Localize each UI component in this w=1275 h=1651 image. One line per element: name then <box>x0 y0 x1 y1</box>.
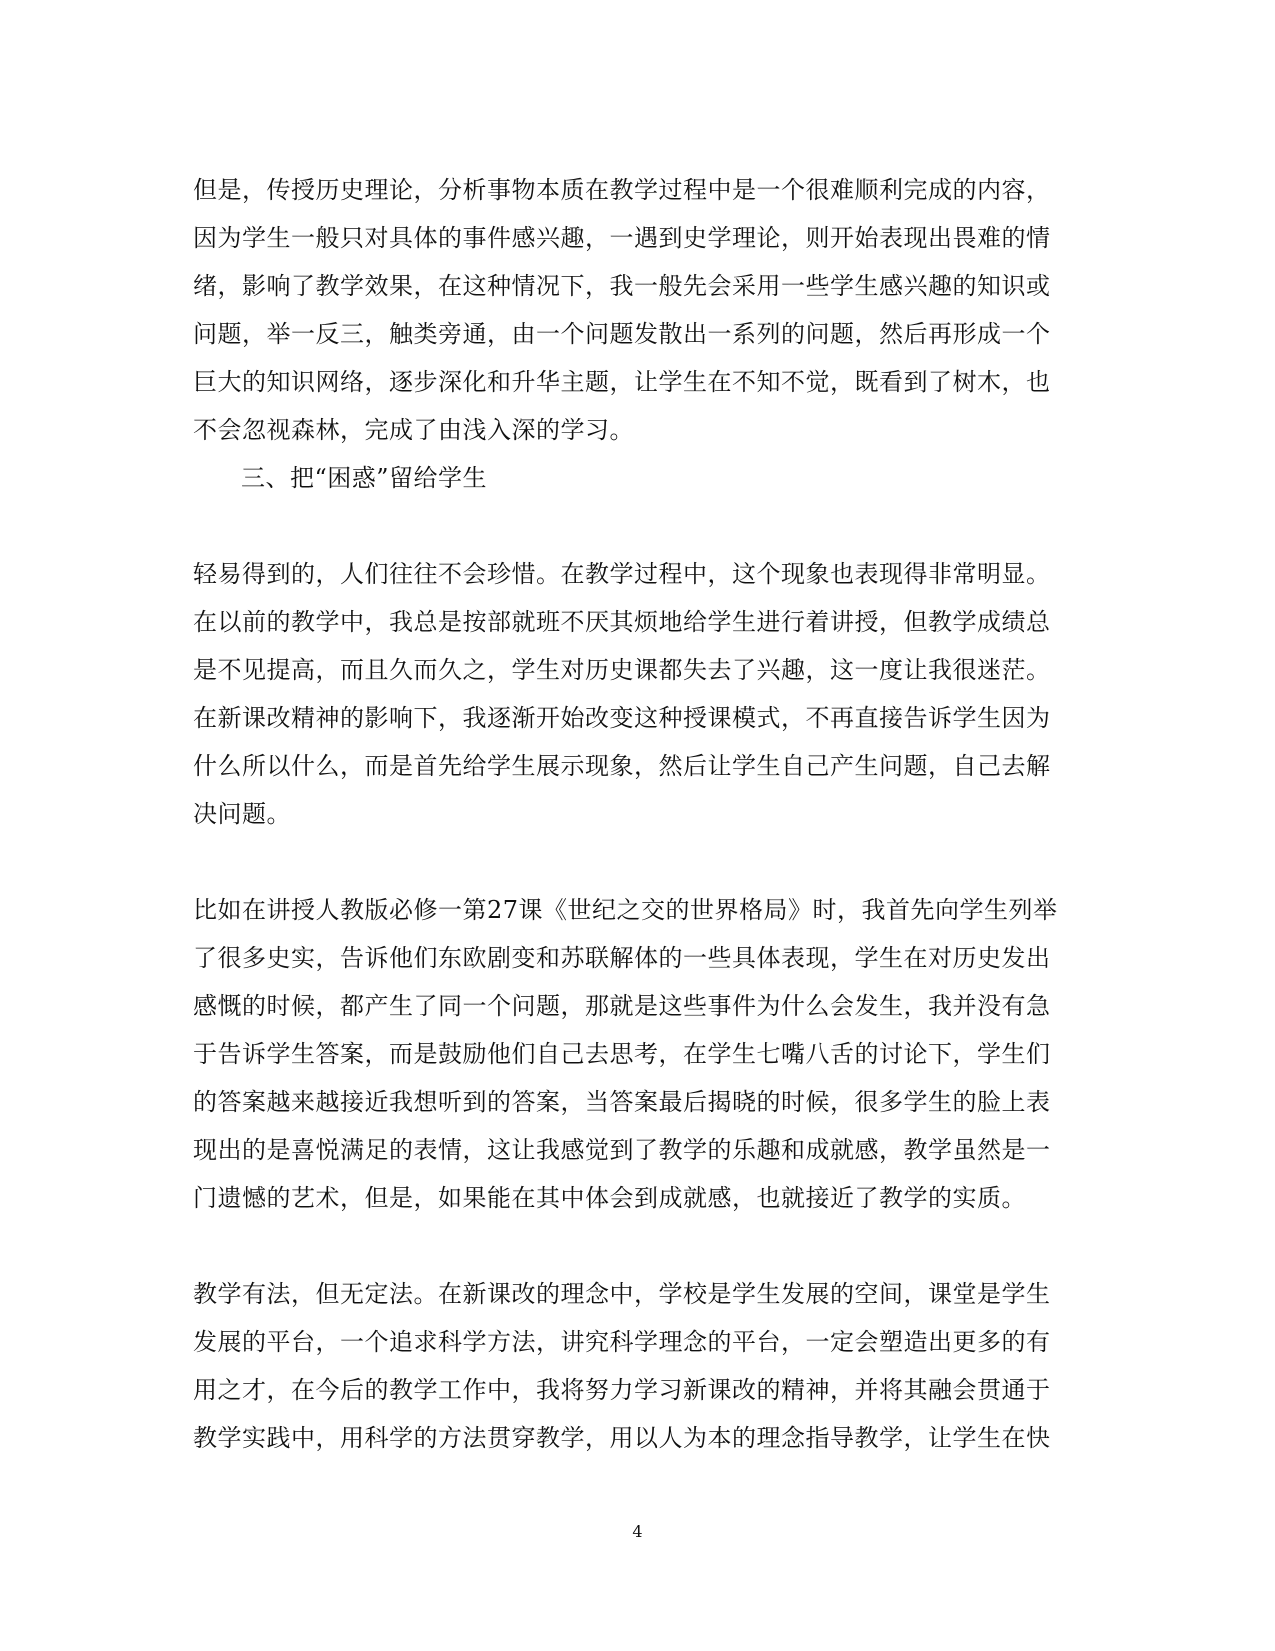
text-line: 轻易得到的，人们往往不会珍惜。在教学过程中，这个现象也表现得非常明显。 <box>193 560 1051 588</box>
text-line: 教学实践中，用科学的方法贯穿教学，用以人为本的理念指导教学，让学生在快 <box>193 1424 1051 1452</box>
text-line: 发展的平台，一个追求科学方法，讲究科学理念的平台，一定会塑造出更多的有 <box>193 1328 1051 1356</box>
section-heading: 三、把“困惑”留给学生 <box>241 464 488 492</box>
text-line: 在新课改精神的影响下，我逐渐开始改变这种授课模式，不再直接告诉学生因为 <box>193 704 1051 732</box>
page-number: 4 <box>632 1522 643 1541</box>
text-line: 在以前的教学中，我总是按部就班不厌其烦地给学生进行着讲授，但教学成绩总 <box>193 608 1051 636</box>
text-line: 决问题。 <box>193 800 291 828</box>
body-text <box>193 166 1073 1462</box>
paragraph <box>193 886 1073 1222</box>
text-line: 教学有法，但无定法。在新课改的理念中，学校是学生发展的空间，课堂是学生 <box>193 1280 1051 1308</box>
text-line: 于告诉学生答案，而是鼓励他们自己去思考，在学生七嘴八舌的讨论下，学生们 <box>193 1040 1051 1068</box>
text-line: 但是，传授历史理论，分析事物本质在教学过程中是一个很难顺利完成的内容， <box>193 176 1051 204</box>
text-line: 门遗憾的艺术，但是，如果能在其中体会到成就感，也就接近了教学的实质。 <box>193 1184 1026 1212</box>
paragraph-gap <box>193 1222 1073 1270</box>
paragraph-gap <box>193 502 1073 550</box>
text-line: 用之才，在今后的教学工作中，我将努力学习新课改的精神，并将其融会贯通于 <box>193 1376 1051 1404</box>
text-line: 现出的是喜悦满足的表情，这让我感觉到了教学的乐趣和成就感，教学虽然是一 <box>193 1136 1051 1164</box>
text-line: 的答案越来越接近我想听到的答案，当答案最后揭晓的时候，很多学生的脸上表 <box>193 1088 1051 1116</box>
text-line: 不会忽视森林，完成了由浅入深的学习。 <box>193 416 634 444</box>
text-line: 巨大的知识网络，逐步深化和升华主题，让学生在不知不觉，既看到了树木，也 <box>193 368 1051 396</box>
text-line: 因为学生一般只对具体的事件感兴趣，一遇到史学理论，则开始表现出畏难的情 <box>193 224 1051 252</box>
text-line: 绪，影响了教学效果，在这种情况下，我一般先会采用一些学生感兴趣的知识或 <box>193 272 1051 300</box>
text-line: 是不见提高，而且久而久之，学生对历史课都失去了兴趣，这一度让我很迷茫。 <box>193 656 1051 684</box>
text-line: 比如在讲授人教版必修一第27课《世纪之交的世界格局》时，我首先向学生列举 <box>193 896 1058 924</box>
text-line: 问题，举一反三，触类旁通，由一个问题发散出一系列的问题，然后再形成一个 <box>193 320 1051 348</box>
text-line: 感慨的时候，都产生了同一个问题，那就是这些事件为什么会发生，我并没有急 <box>193 992 1051 1020</box>
text-line: 了很多史实，告诉他们东欧剧变和苏联解体的一些具体表现，学生在对历史发出 <box>193 944 1051 972</box>
paragraph <box>193 166 1073 454</box>
text-line: 什么所以什么，而是首先给学生展示现象，然后让学生自己产生问题，自己去解 <box>193 752 1051 780</box>
paragraph <box>193 550 1073 838</box>
paragraph-gap <box>193 838 1073 886</box>
paragraph <box>193 1270 1073 1462</box>
